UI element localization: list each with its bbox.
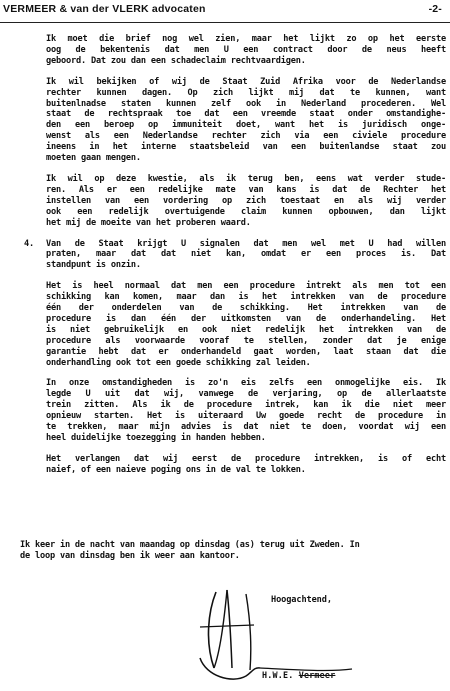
text-line: schikking kan komen, maar dan is het intrekken van de procedure xyxy=(46,292,446,303)
letter-paragraph xyxy=(46,378,446,443)
text-line: is niet gebruikelijk en ook niet redelijk het intrekken van de xyxy=(46,324,446,335)
text-line: opnieuw starten. Het is uiteraard Uw goede recht de procedure in xyxy=(46,411,446,422)
text-line: Van de Staat krijgt U signalen dat men wel met U had willen xyxy=(46,238,446,249)
text-line: ren. Als er een redelijke mate van kans is dat de Rechter het xyxy=(46,184,446,195)
text-line: één der onderdelen van de schikking. Het intrekken van de xyxy=(46,303,446,314)
text-line: standpunt is onzin. xyxy=(46,260,141,271)
letter-paragraph xyxy=(46,77,446,164)
text-line: geboord. Dat zou dan een schadeclaim rechtvaardigen. xyxy=(46,55,306,66)
text-line: procedure is dan één der uitkomsten van de onderhandeling. Het xyxy=(46,313,446,324)
text-line: wenst als een Nederlandse rechter zich via een civiele procedure xyxy=(46,131,446,142)
handwritten-signature xyxy=(180,572,380,684)
paragraph-number: 4. xyxy=(24,238,34,249)
text-line: Ik wil bekijken of wij de Staat Zuid Afrika voor de Nederlandse xyxy=(46,76,446,87)
letter-paragraph xyxy=(46,34,446,67)
text-line: oog de bekentenis dat men U een contract door de neus heeft xyxy=(46,44,446,55)
text-line: instellen van een vordering op zich toestaat en als wij verder xyxy=(46,195,446,206)
signer-surname: Vermeer xyxy=(298,670,336,680)
text-line: garantie hebt dat er onderhandeld gaat worden, laat staan dat die xyxy=(46,346,446,357)
letterhead-header xyxy=(0,0,450,23)
text-line: te trekken, maar mijn advies is dat niet te doen, voordat wij een xyxy=(46,422,446,433)
text-line: heel duidelijke toezegging in handen hebben. xyxy=(46,433,266,443)
text-line: onderhandling ook tot een goede schikking zal leiden. xyxy=(46,357,311,368)
letter-paragraph xyxy=(46,454,446,476)
text-line: procedure als voorwaarde vooraf te stellen, zonder dat je enige xyxy=(46,335,446,346)
closing-paragraph xyxy=(20,540,438,562)
text-line: het mij de moeite van het proberen waard. xyxy=(46,217,251,228)
text-line: moeten gaan mengen. xyxy=(46,153,141,164)
text-line: Het is heel normaal dat men een procedure intrekt als men tot een xyxy=(46,281,446,292)
text-line: Ik keer in de nacht van maandag op dinsdag (as) terug uit Zweden. In xyxy=(20,540,360,550)
text-line: trein zitten. Als ik de procedure intrek, kan ik die niet meer xyxy=(46,400,446,411)
letter-paragraph xyxy=(24,238,446,272)
firm-name: VERMEER & van der VLERK advocaten xyxy=(3,3,206,15)
text-line: staat de rechtspraak toe dat een vreemde staat onder omstandighe- xyxy=(46,109,446,120)
text-line: In onze omstandigheden is zo'n eis zelfs een onmogelijke eis. Ik xyxy=(46,378,446,389)
text-line: Het verlangen dat wij eerst de procedure intrekken, is of echt xyxy=(46,453,446,464)
text-line: praten, maar dat dat niet kan, omdat er een proces is. Dat xyxy=(46,249,446,260)
letter-paragraph xyxy=(46,174,446,229)
text-line: Ik wil op deze kwestie, als ik terug ben, eens wat verder studе- xyxy=(46,173,446,184)
letter-paragraph xyxy=(46,281,446,368)
text-line: de loop van dinsdag ben ik weer aan kantoor. xyxy=(20,550,240,561)
text-line: buitenlnadse staten kunnen zelf ook in Nederland procederen. Wel xyxy=(46,98,446,109)
text-line: naief, of een naieve poging ons in de val te lokken. xyxy=(46,464,306,475)
greeting: Hoogachtend, xyxy=(271,595,332,605)
text-line: legde U uit dat wij, vanwege de verjaring, op de allerlaatste xyxy=(46,389,446,400)
text-line: ineens in het interne staatsbeleid van een buitenlandse staat zou xyxy=(46,142,446,153)
signer-name xyxy=(262,670,335,680)
page-number: -2- xyxy=(428,3,442,15)
letter-body xyxy=(24,34,446,486)
signer-initials: H.W.E. xyxy=(262,670,294,680)
text-line: den een beroep op immuniteit doet, want het is juridisch onge- xyxy=(46,120,446,131)
text-line: ook een redelijk overtuigende claim kunnen opbouwen, dan lijkt xyxy=(46,206,446,217)
text-line: rechter kunnen dagen. Op zich lijkt mij dat te kunnen, want xyxy=(46,87,446,98)
text-line: Ik moet die brief nog wel zien, maar het lijkt zo op het eerste xyxy=(46,34,446,44)
